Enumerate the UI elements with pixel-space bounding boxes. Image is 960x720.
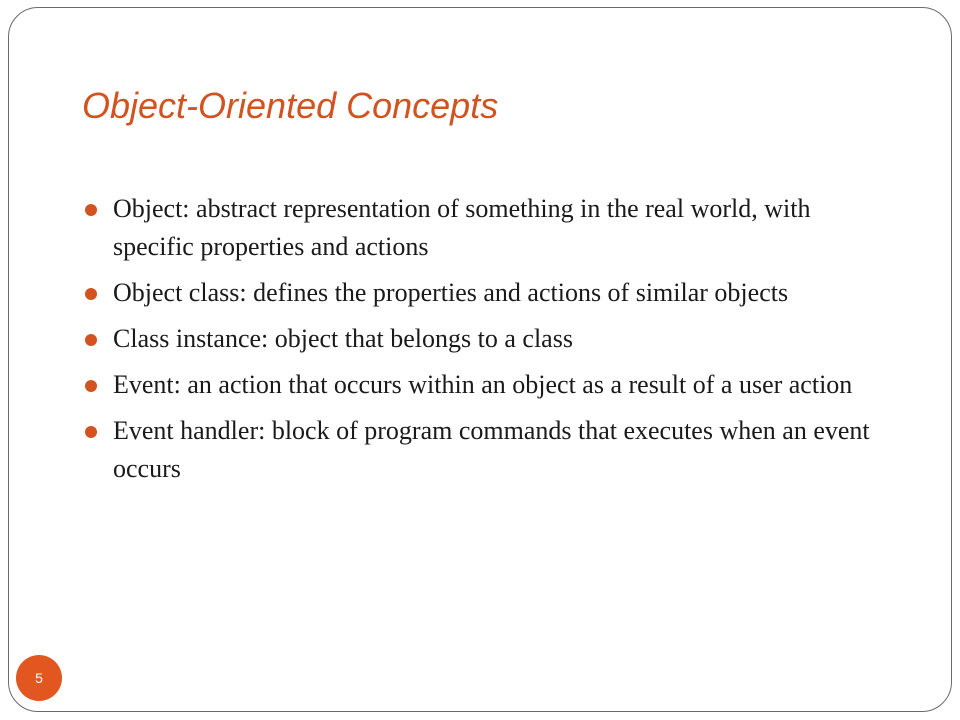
bullet-text: Object: abstract representation of something in the real world, with specific properties and actions xyxy=(113,194,811,261)
list-item xyxy=(82,190,882,266)
slide-title: Object-Oriented Concepts xyxy=(82,85,499,126)
bullet-text: Class instance: object that belongs to a class xyxy=(113,324,573,353)
page-number-badge xyxy=(16,655,62,701)
bullet-text: Object class: defines the properties and actions of similar objects xyxy=(113,278,789,307)
bullet-text: Event handler: block of program commands that executes when an event occurs xyxy=(113,416,870,483)
list-item xyxy=(82,320,882,358)
list-item xyxy=(82,274,882,312)
list-item xyxy=(82,412,882,488)
bullet-dot-icon xyxy=(85,288,97,300)
bullet-dot-icon xyxy=(85,426,97,438)
page-number: 5 xyxy=(35,670,43,686)
bullet-dot-icon xyxy=(85,334,97,346)
list-item xyxy=(82,366,882,404)
bullet-dot-icon xyxy=(85,380,97,392)
bullet-dot-icon xyxy=(85,204,97,216)
bullet-list xyxy=(82,190,882,496)
bullet-text: Event: an action that occurs within an object as a result of a user action xyxy=(113,370,853,399)
